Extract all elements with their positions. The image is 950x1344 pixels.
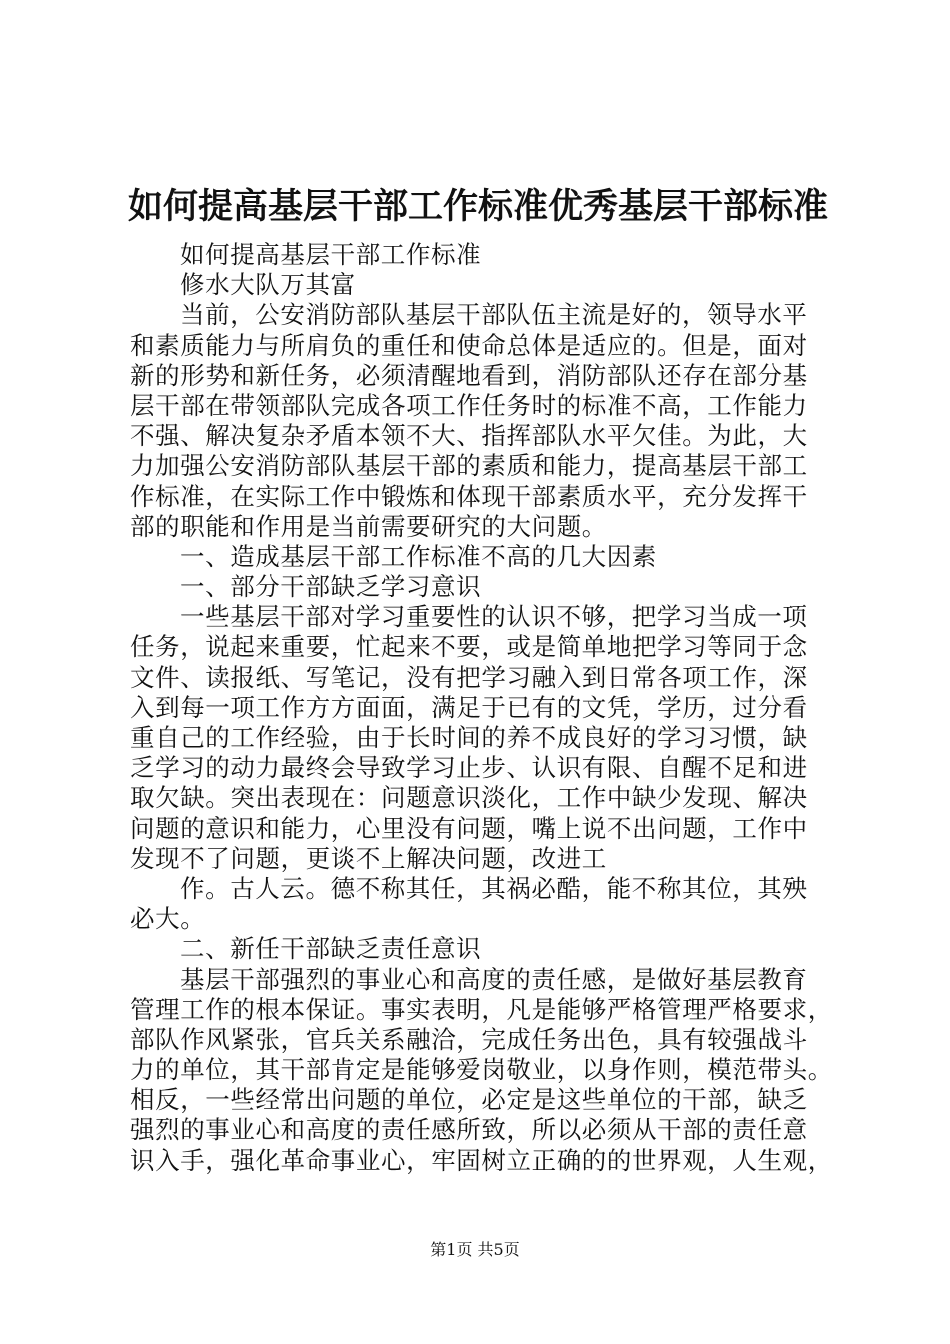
text-line: 部队作风紧张，官兵关系融洽，完成任务出色，具有较强战斗 [130,1024,808,1054]
text-line: 必大。 [130,904,206,934]
text-line: 新的形势和新任务，必须清醒地看到，消防部队还存在部分基 [130,360,808,390]
text-line: 一、部分干部缺乏学习意识 [180,572,482,602]
text-line: 入到每一项工作方方面面，满足于已有的文凭，学历，过分看 [130,692,808,722]
text-line: 二、新任干部缺乏责任意识 [180,934,482,964]
text-line: 力的单位，其干部肯定是能够爱岗敬业，以身作则，模范带头。 [130,1055,833,1085]
text-line: 不强、解决复杂矛盾本领不大、指挥部队水平欠佳。为此，大 [130,421,808,451]
page-footer: 第1页 共5页 [430,1240,520,1259]
text-line: 问题的意识和能力，心里没有问题，嘴上说不出问题，工作中 [130,813,808,843]
text-line: 当前，公安消防部队基层干部队伍主流是好的，领导水平 [180,300,808,330]
text-line: 取欠缺。突出表现在：问题意识淡化，工作中缺少发现、解决 [130,783,808,813]
text-line: 文件、读报纸、写笔记，没有把学习融入到日常各项工作，深 [130,662,808,692]
text-line: 相反，一些经常出问题的单位，必定是这些单位的干部，缺乏 [130,1085,808,1115]
text-line: 和素质能力与所肩负的重任和使命总体是适应的。但是，面对 [130,330,808,360]
text-line: 修水大队万其富 [180,270,356,300]
text-line: 一些基层干部对学习重要性的认识不够，把学习当成一项 [180,602,808,632]
text-line: 作标准，在实际工作中锻炼和体现干部素质水平，充分发挥干 [130,481,808,511]
text-line: 任务，说起来重要，忙起来不要，或是简单地把学习等同于念 [130,632,808,662]
text-line: 强烈的事业心和高度的责任感所致，所以必须从干部的责任意 [130,1115,808,1145]
text-line: 力加强公安消防部队基层干部的素质和能力，提高基层干部工 [130,451,808,481]
text-line: 基层干部强烈的事业心和高度的责任感，是做好基层教育 [180,964,808,994]
text-line: 层干部在带领部队完成各项工作任务时的标准不高，工作能力 [130,390,808,420]
text-line: 乏学习的动力最终会导致学习止步、认识有限、自醒不足和进 [130,753,808,783]
text-line: 部的职能和作用是当前需要研究的大问题。 [130,511,607,541]
text-line: 作。古人云。德不称其任，其祸必酷，能不称其位，其殃 [180,873,808,903]
document-body [130,240,842,1176]
text-line: 如何提高基层干部工作标准 [180,240,482,269]
text-line: 重自己的工作经验，由于长时间的养不成良好的学习习惯，缺 [130,723,808,752]
text-line: 管理工作的根本保证。事实表明，凡是能够严格管理严格要求， [130,994,833,1024]
text-line: 识入手，强化革命事业心，牢固树立正确的的世界观，人生观， [130,1145,833,1175]
document-title: 如何提高基层干部工作标准优秀基层干部标准 [128,186,829,227]
text-line: 发现不了问题，更谈不上解决问题，改进工 [130,843,607,873]
text-line: 一、造成基层干部工作标准不高的几大因素 [180,541,657,571]
